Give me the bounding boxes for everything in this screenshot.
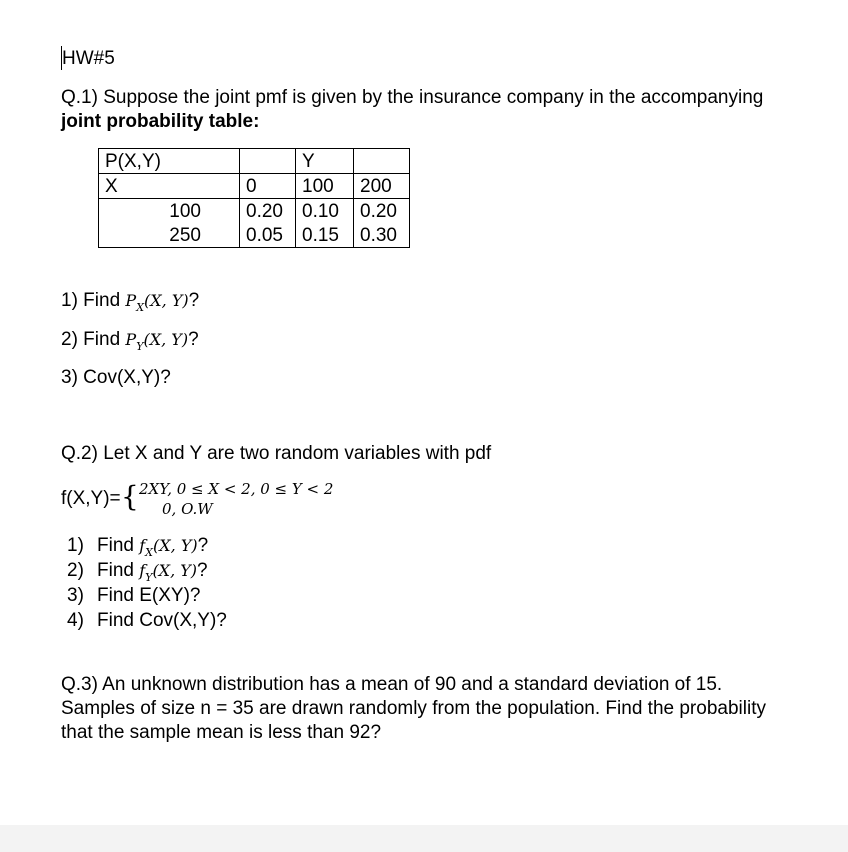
prob-cell: 0.20 (354, 199, 410, 224)
q2-item-4-num: 4) (67, 610, 84, 631)
pdf-brace: { (121, 480, 139, 513)
page-title: HW#5 (62, 48, 115, 69)
q1-question-2-math: P (125, 330, 137, 349)
q1-question-1-suffix: ? (188, 290, 200, 311)
q2-item-3-text: Find E(XY)? (97, 585, 201, 606)
pdf-case-2: 0, O.W (162, 500, 213, 518)
y-value-cell: 100 (296, 174, 354, 199)
q1-question-2-sub: Y (136, 339, 144, 353)
q2-item-2-prefix: Find (97, 560, 140, 581)
prob-cell: 0.10 (296, 199, 354, 224)
q1-question-1-sub: X (136, 300, 145, 314)
q3-line-1: Q.3) An unknown distribution has a mean of 90 and a standard deviation of 15. (61, 674, 723, 695)
q2-item-1-suffix: ? (197, 535, 209, 556)
q2-item-1-prefix: Find (97, 535, 140, 556)
y-value-cell: 0 (240, 174, 296, 199)
q2-item-2-sub: Y (145, 570, 153, 584)
q2-item-4 (67, 609, 227, 633)
q2-item-4-text: Find Cov(X,Y)? (97, 610, 227, 631)
q1-intro-bold: joint probability table: (61, 111, 260, 132)
q3-line-2: Samples of size n = 35 are drawn randomly from the population. Find the probability (61, 698, 766, 719)
q1-question-1-args: (X, Y) (144, 291, 189, 310)
q2-intro: Q.2) Let X and Y are two random variables with pdf (61, 443, 492, 464)
y-value-cell: 200 (354, 174, 410, 199)
q2-item-3 (67, 584, 200, 608)
x-header-cell: X (99, 174, 240, 199)
q2-item-2-args: (X, Y) (152, 561, 198, 580)
q1-question-1-math: P (125, 291, 137, 310)
y-header-cell: Y (296, 149, 354, 174)
q2-item-1-math: f (139, 536, 146, 555)
q2-item-3-num: 3) (67, 585, 84, 606)
joint-probability-table (98, 148, 410, 248)
q3-line-3: that the sample mean is less than 92? (61, 722, 382, 743)
prob-cell: 0.15 (296, 223, 354, 248)
x-value-cell: 250 (99, 223, 240, 248)
q2-item-2-num: 2) (67, 560, 84, 581)
empty-cell (240, 149, 296, 174)
q1-question-2 (61, 328, 199, 359)
q1-intro: Q.1) Suppose the joint pmf is given by the insurance company in the accompanying (61, 87, 764, 108)
prob-cell: 0.20 (240, 199, 296, 224)
q1-question-1 (61, 289, 199, 320)
x-value-cell: 100 (99, 199, 240, 224)
table-row (99, 174, 410, 199)
q1-question-2-suffix: ? (188, 329, 199, 350)
pxy-header-cell: P(X,Y) (99, 149, 240, 174)
pdf-label: f(X,Y)= (61, 488, 121, 509)
q1-question-2-prefix: 2) Find (61, 329, 126, 350)
q1-question-1-prefix: 1) Find (61, 290, 126, 311)
q2-item-1-num: 1) (67, 535, 84, 556)
page-bottom-strip (0, 825, 848, 852)
prob-cell: 0.30 (354, 223, 410, 248)
q1-question-2-args: (X, Y) (143, 330, 189, 349)
q2-item-1-sub: X (145, 545, 154, 559)
q2-item-1-args: (X, Y) (153, 536, 198, 555)
table-row (99, 149, 410, 174)
prob-cell: 0.05 (240, 223, 296, 248)
empty-cell (354, 149, 410, 174)
pdf-case-1: 2XY, 0 ≤ X < 2, 0 ≤ Y < 2 (139, 480, 334, 498)
q2-item-2-math: f (139, 561, 146, 580)
table-row (99, 199, 410, 224)
q2-item-2-suffix: ? (197, 560, 208, 581)
table-row (99, 223, 410, 248)
q1-question-3: 3) Cov(X,Y)? (61, 367, 171, 388)
